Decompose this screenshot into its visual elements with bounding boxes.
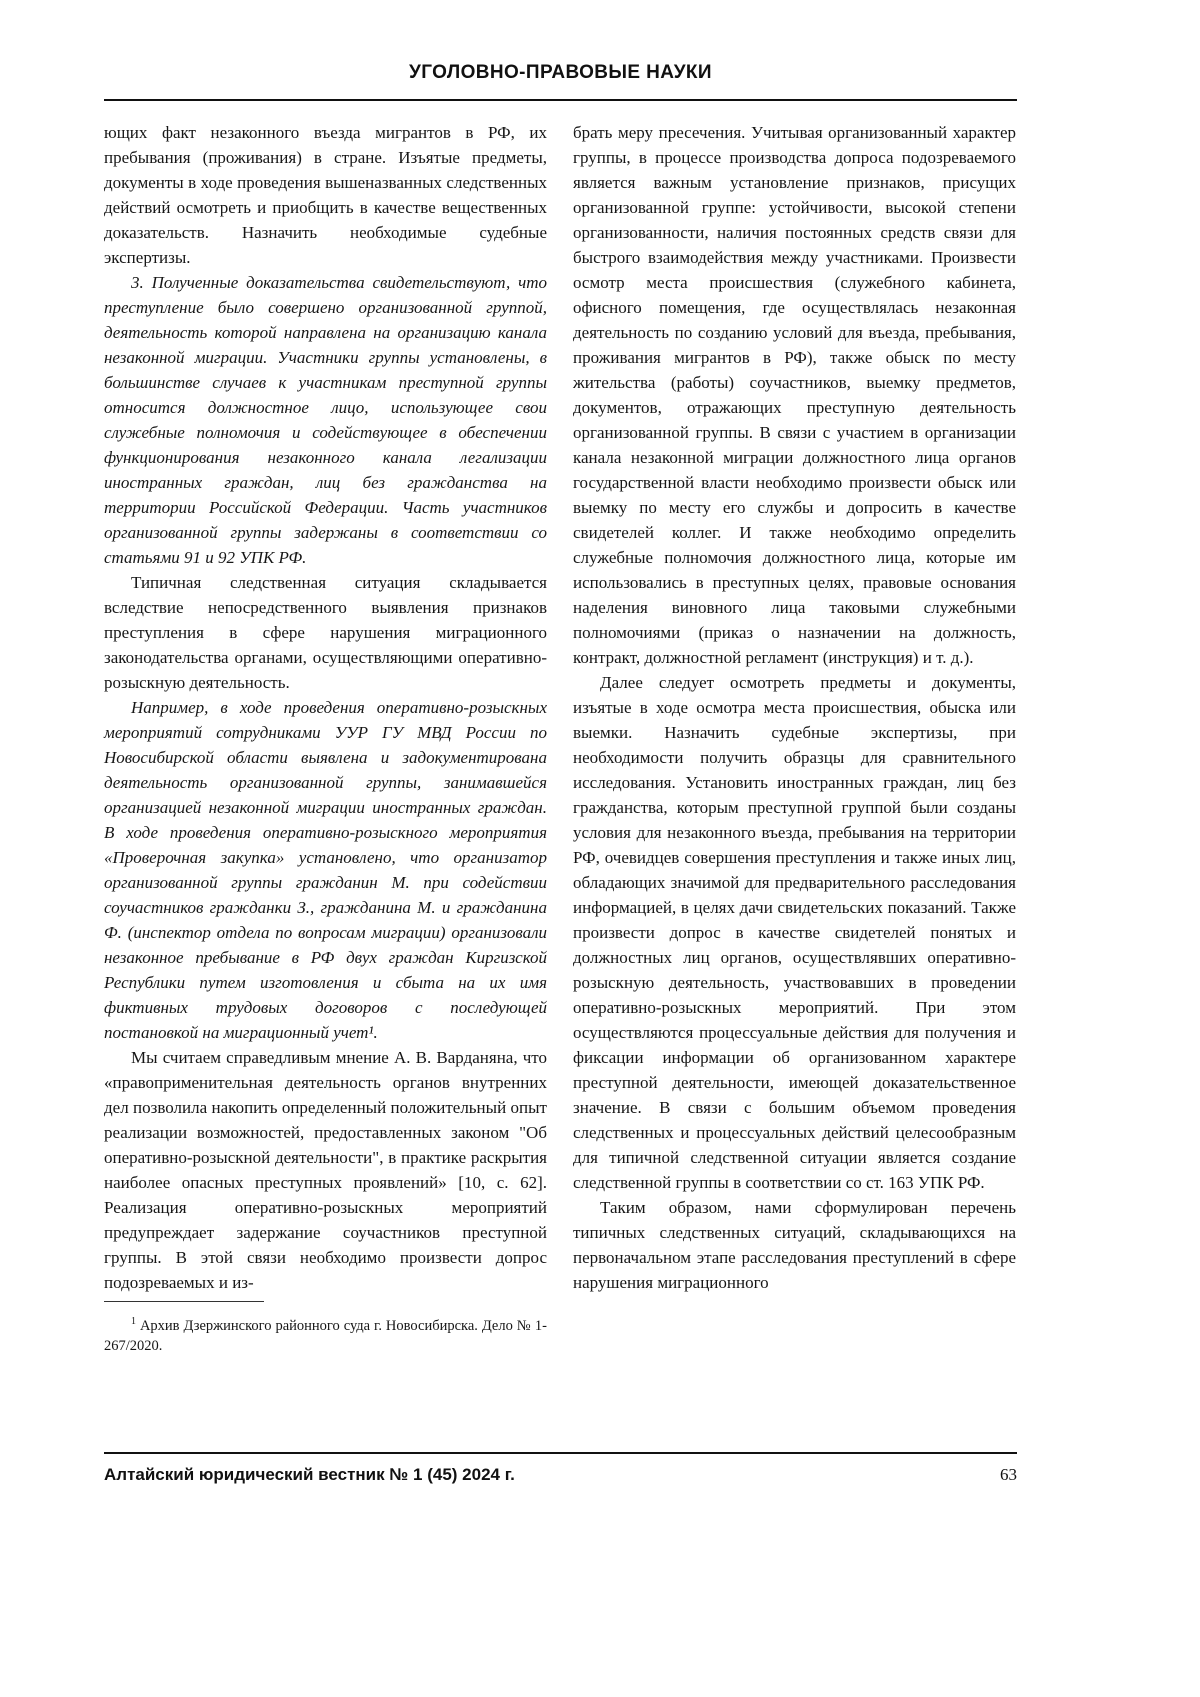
paragraph: Типичная следственная ситуация складывается вследствие непосредственного выявления признаков преступления в сфере нарушения миграционного законодательства органами, осуществляющими оперативно-розыскную деятельность. (104, 573, 547, 692)
paragraph: Мы считаем справедливым мнение А. В. Варданяна, что «правоприменительная деятельность органов внутренних дел позволила накопить определенный положительный опыт реализации возможностей, предоставленных законом "Об оперативно-розыскной деятельности", в практике раскрытия наиболее опасных преступных проявлений» [10, с. 62]. Реализация оперативно-розыскных мероприятий предупреждает задержание соучастников преступной группы. В этой связи необходимо произвести допрос подозреваемых и из- (104, 1048, 547, 1292)
footer-row (104, 1465, 1017, 1485)
paragraph: Далее следует осмотреть предметы и документы, изъятые в ходе осмотра места происшествия, обыска или выемки. Назначить судебные экспертизы, при необходимости получить образцы для сравнительного исследования. Установить иностранных граждан, лиц без гражданства, которым преступной группой были созданы условия для незаконного въезда, пребывания на территории РФ, очевидцев совершения преступления и также иных лиц, обладающих значимой для предварительного расследования информацией, в целях дачи свидетельских показаний. Также произвести допрос в качестве свидетелей понятых и должностных лиц органов, осуществлявших оперативно-розыскную деятельность, участвовавших в проведении оперативно-розыскных мероприятий. При этом осуществляются процессуальные действия для получения и фиксации информации об организованном характере преступной деятельности, имеющей доказательственное значение. В связи с большим объемом проведения следственных и процессуальных действий целесообразным для типичной следственной ситуации является создание следственной группы в соответствии со ст. 163 УПК РФ. (573, 673, 1016, 1192)
left-column (104, 120, 547, 1356)
paragraph: Таким образом, нами сформулирован перечень типичных следственных ситуаций, складывающихся на первоначальном этапе расследования преступлений в сфере нарушения миграционного (573, 1198, 1016, 1292)
journal-page (104, 0, 1017, 1356)
header-rule (104, 99, 1017, 101)
paragraph-italic: Например, в ходе проведения оперативно-розыскных мероприятий сотрудниками УУР ГУ МВД России по Новосибирской области выявлена и задокументирована деятельность организованной группы, занимавшейся организацией незаконной миграции иностранных граждан. В ходе проведения оперативно-розыскного мероприятия «Проверочная закупка» установлено, что организатор организованной группы гражданин М. при содействии соучастников гражданки З., гражданина М. и гражданина Ф. (инспектор отдела по вопросам миграции) организовали незаконное пребывание в РФ двух граждан Киргизской Республики путем изготовления и сбыта на их имя фиктивных трудовых договоров с последующей постановкой на миграционный учет¹. (104, 698, 547, 1042)
two-column-body (104, 120, 1017, 1356)
footnote-text: Архив Дзержинского районного суда г. Новосибирска. Дело № 1-267/2020. (104, 1317, 547, 1354)
paragraph-continuation: брать меру пресечения. Учитывая организованный характер группы, в процессе производства допроса подозреваемого является важным установление признаков, присущих организованной группе: устойчивости, высокой степени организованности, наличия постоянных средств связи для быстрого взаимодействия между участниками. Произвести осмотр места происшествия (служебного кабинета, офисного помещения, где осуществлялась незаконная деятельность по созданию условий для въезда, пребывания, проживания мигрантов в РФ), также обыск по месту жительства (работы) соучастников, выемку предметов, документов, отражающих преступную деятельность организованной группы. В связи с участием в организации канала незаконной миграции должностного лица органов государственной власти необходимо произвести обыск или выемку по месту его службы и допросить в качестве свидетелей коллег. И также необходимо определить служебные полномочия должностного лица, которые им использовались в преступных целях, правовые основания наделения виновного лица таковыми служебными полномочиями (приказ о назначении на должность, контракт, должностной регламент (инструкция) и т. д.). (573, 123, 1016, 667)
page-footer (104, 1452, 1017, 1485)
paragraph-italic: 3. Полученные доказательства свидетельствуют, что преступление было совершено организованной группой, деятельность которой направлена на организацию канала незаконной миграции. Участники группы установлены, в большинстве случаев к участникам преступной группы относится должностное лицо, использующее свои служебные полномочия и содействующее в обеспечении функционирования незаконного канала легализации иностранных граждан, лиц без гражданства на территории Российской Федерации. Часть участников организованной группы задержаны в соответствии со статьями 91 и 92 УПК РФ. (104, 273, 547, 567)
journal-title: Алтайский юридический вестник № 1 (45) 2024 г. (104, 1465, 515, 1484)
footnote-marker: 1 (131, 1316, 136, 1327)
section-title: УГОЛОВНО-ПРАВОВЫЕ НАУКИ (409, 62, 712, 83)
paragraph-continuation: ющих факт незаконного въезда мигрантов в РФ, их пребывания (проживания) в стране. Изъятые предметы, документы в ходе проведения вышеназванных следственных действий осмотреть и приобщить в качестве вещественных доказательств. Назначить необходимые судебные экспертизы. (104, 123, 547, 267)
page-number: 63 (1000, 1465, 1017, 1484)
right-column (573, 120, 1016, 1356)
footnote-rule (104, 1301, 264, 1302)
footer-rule (104, 1452, 1017, 1454)
footnote (104, 1312, 547, 1356)
